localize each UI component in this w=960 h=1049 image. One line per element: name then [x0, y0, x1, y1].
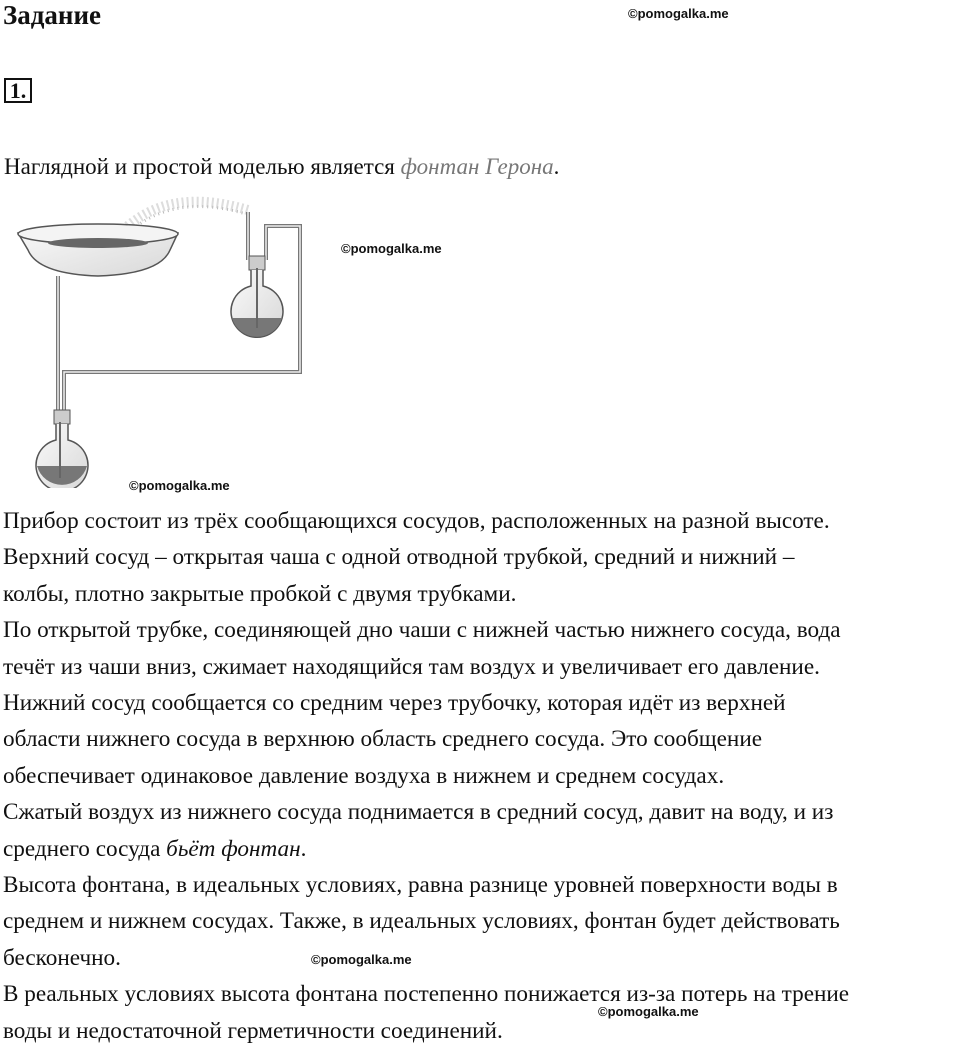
- task-number: 1.: [4, 78, 32, 103]
- middle-flask: [231, 256, 283, 337]
- intro-sentence: [4, 150, 559, 184]
- watermark-text-mid: ©pomogalka.me: [311, 952, 412, 967]
- body-line: Высота фонтана, в идеальных условиях, равна разнице уровней поверхности воды в: [3, 872, 838, 899]
- watermark-text-end: ©pomogalka.me: [598, 1004, 699, 1019]
- intro-highlight: фонтан Герона: [400, 154, 554, 179]
- intro-end: .: [553, 154, 560, 179]
- watermark-figure-top: ©pomogalka.me: [341, 241, 442, 256]
- body-line-fountain: [3, 831, 958, 867]
- body-line: Сжатый воздух из нижнего сосуда поднимается в средний сосуд, давит на воду, и из: [3, 799, 834, 826]
- body-line: колбы, плотно закрытые пробкой с двумя трубками.: [3, 580, 517, 607]
- body-line: воды и недостаточной герметичности соединений.: [3, 1017, 503, 1044]
- body-text: [3, 503, 958, 1049]
- body-line-emphasis: бьёт фонтан: [166, 835, 301, 862]
- body-line: В реальных условиях высота фонтана постепенно понижается из-за потерь на трение: [3, 981, 850, 1008]
- body-line: Верхний сосуд – открытая чаша с одной отводной трубкой, средний и нижний –: [3, 544, 795, 571]
- top-bowl: [18, 224, 178, 276]
- body-line: По открытой трубке, соединяющей дно чаши с нижней частью нижнего сосуда, вода: [3, 617, 841, 644]
- body-line: Прибор состоит из трёх сообщающихся сосудов, расположенных на разной высоте.: [3, 508, 830, 534]
- body-line-end: .: [300, 835, 307, 862]
- body-line-start: среднего сосуда: [3, 835, 167, 862]
- bottom-flask: [36, 410, 88, 488]
- body-line: бесконечно.: [3, 944, 121, 971]
- body-line: течёт из чаши вниз, сжимает находящийся там воздух и увеличивает его давление.: [3, 653, 820, 680]
- body-line: Нижний сосуд сообщается со средним через трубочку, которая идёт из верхней: [3, 690, 786, 717]
- body-line: обеспечивает одинаковое давление воздуха в нижнем и среднем сосудах.: [3, 762, 725, 789]
- body-line: среднем и нижнем сосудах. Также, в идеальных условиях, фонтан будет действовать: [3, 908, 840, 935]
- page-title: Задание: [3, 0, 102, 30]
- watermark-header: ©pomogalka.me: [628, 6, 729, 21]
- body-line: области нижнего сосуда в верхнюю область среднего сосуда. Это сообщение: [3, 726, 763, 753]
- heron-fountain-illustration: [10, 188, 320, 488]
- intro-text: Наглядной и простой моделью является: [4, 154, 401, 179]
- watermark-figure-bottom: ©pomogalka.me: [129, 478, 230, 493]
